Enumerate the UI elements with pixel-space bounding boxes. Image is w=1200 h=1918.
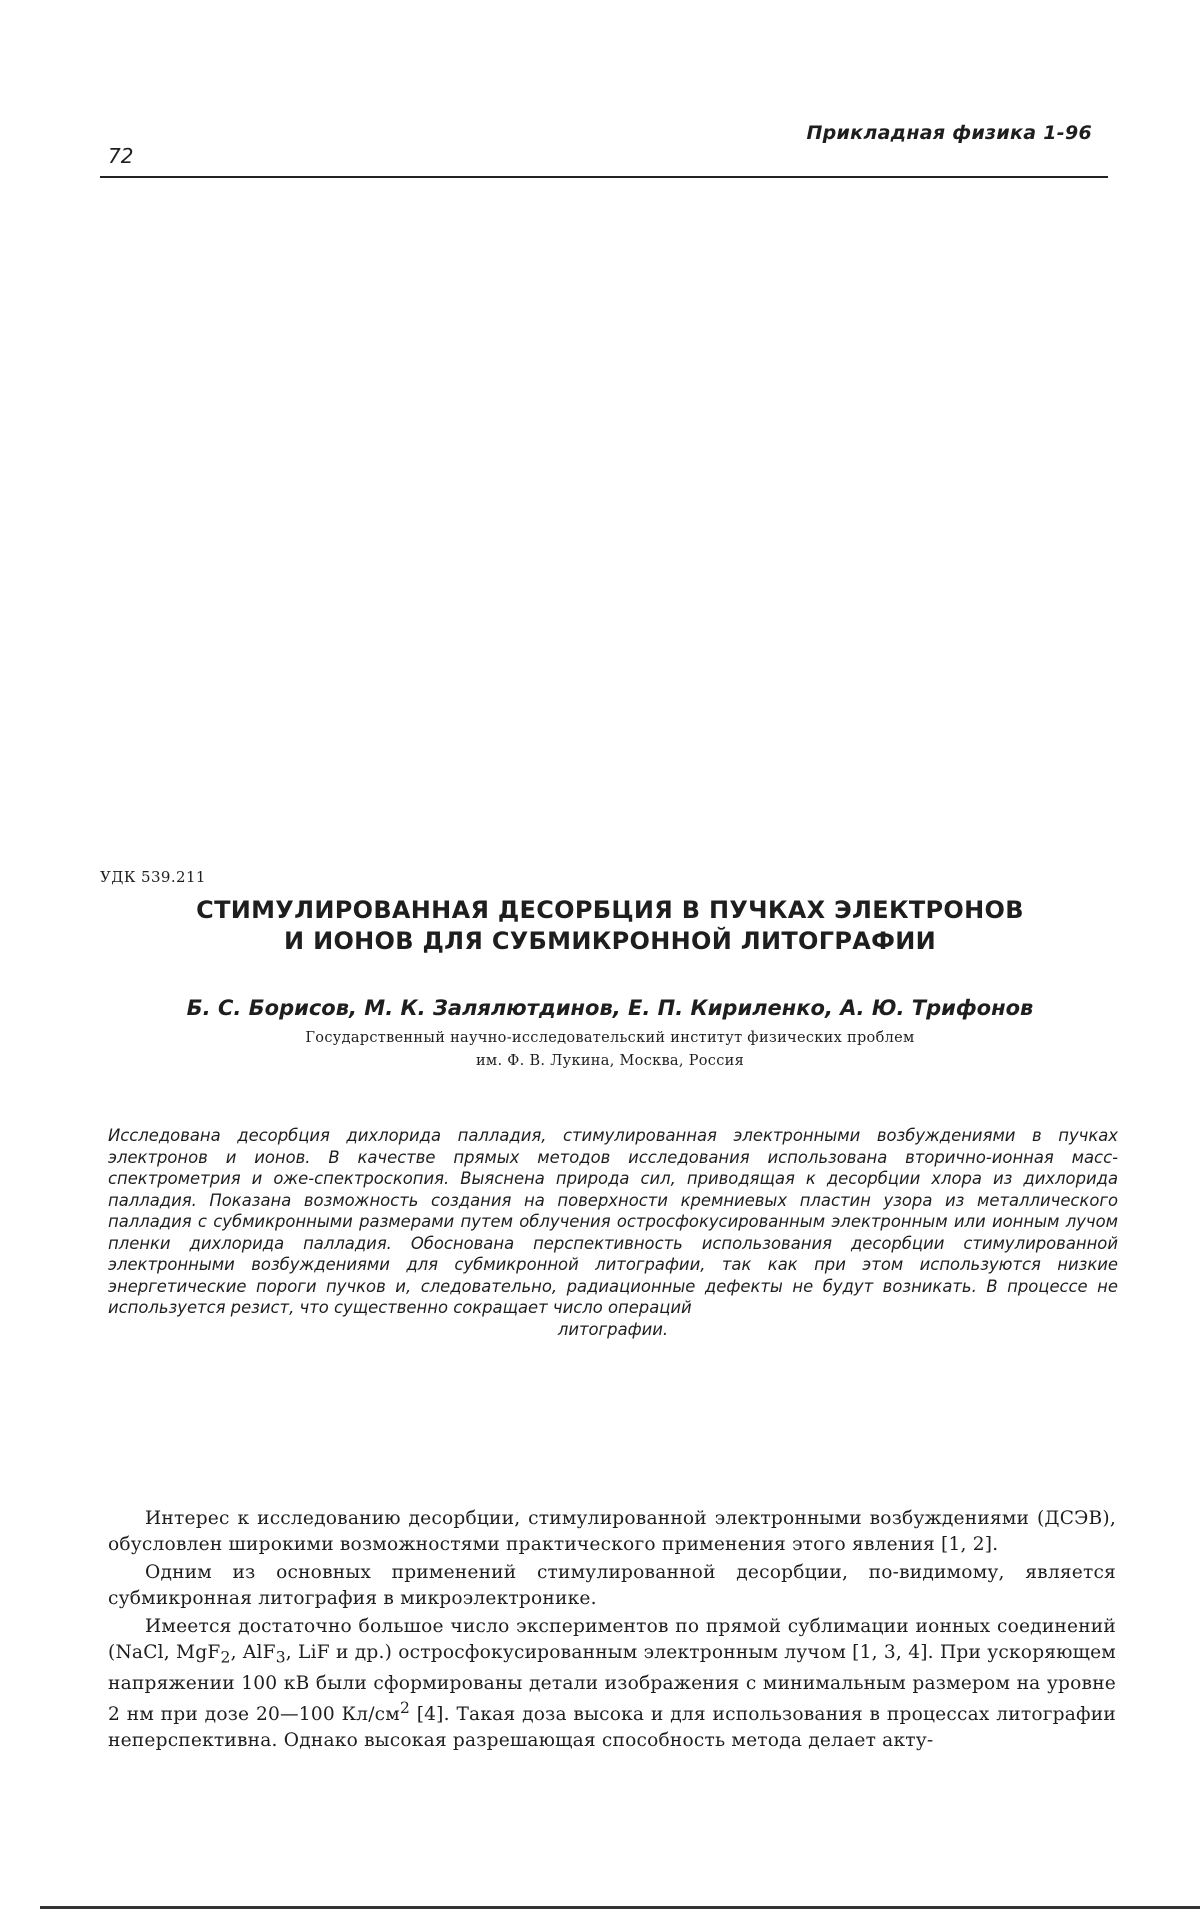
affiliation	[120, 1027, 1100, 1073]
paragraph-3	[108, 1614, 1116, 1753]
paragraph-3-part-a: Имеется достаточно большое число экспериментов по прямой сублимации ионных соединений (NaCl, MgF	[108, 1616, 1116, 1663]
affiliation-line-2: им. Ф. В. Лукина, Москва, Россия	[475, 1053, 745, 1069]
subscript-alf: 3	[275, 1648, 286, 1667]
abstract	[108, 1125, 1118, 1340]
title-line-2: И ИОНОВ ДЛЯ СУБМИКРОННОЙ ЛИТОГРАФИИ	[284, 927, 936, 955]
title-line-1: СТИМУЛИРОВАННАЯ ДЕСОРБЦИЯ В ПУЧКАХ ЭЛЕКТРОНОВ	[196, 896, 1024, 924]
page-number: 72	[108, 144, 134, 168]
subscript-mgf: 2	[220, 1648, 231, 1667]
article-title	[130, 895, 1090, 957]
paragraph-3-part-c: , LiF и др.) остросфокусированным электронным лучом [1, 3, 4]. При ускоряющем напряжении 100 кВ были сформированы детали изображения с минимальным размером на уровне 2 нм при дозе 20—100 Кл/см	[108, 1641, 1116, 1726]
body-text	[108, 1506, 1116, 1756]
udk-code: УДК 539.211	[100, 868, 206, 886]
header-rule	[100, 176, 1108, 178]
paragraph-3-part-d: [4]. Такая доза высока и для использования в процессах литографии неперспективна. Однако высокая разрешающая способность метода делает акту-	[108, 1704, 1116, 1751]
affiliation-line-1: Государственный научно-исследовательский институт физических проблем	[305, 1030, 915, 1046]
abstract-last-line: литографии.	[557, 1319, 669, 1339]
paragraph-2: Одним из основных применений стимулированной десорбции, по-видимому, является субмикронная литография в микроэлектронике.	[108, 1562, 1116, 1609]
superscript-cm: 2	[399, 1699, 410, 1718]
journal-title: Прикладная физика 1-96	[806, 122, 1092, 144]
authors: Б. С. Борисов, М. К. Залялютдинов, Е. П. Кириленко, А. Ю. Трифонов	[186, 996, 1034, 1020]
paragraph-3-part-b: , AlF	[230, 1641, 276, 1663]
paragraph-1: Интерес к исследованию десорбции, стимулированной электронными возбуждениями (ДСЭВ), обусловлен широкими возможностями практического применения этого явления [1, 2].	[108, 1508, 1116, 1555]
abstract-text: Исследована десорбция дихлорида палладия, стимулированная электронными возбуждениями в пучках электронов и ионов. В качестве прямых методов исследования использована вторично-ионная масс-спектрометрия и оже-спектроскопия. Выяснена природа сил, приводящая к десорбции хлора из дихлорида палладия. Показана возможность создания на поверхности кремниевых пластин узора из металлического палладия с субмикронными размерами путем облучения остросфокусированным электронным или ионным лучом пленки дихлорида палладия. Обоснована перспективность использования десорбции стимулированной электронными возбуждениями для субмикронной литографии, так как при этом используются низкие энергетические пороги пучков и, следовательно, радиационные дефекты не будут возникать. В процессе не используется резист, что существенно сокращает число операций	[108, 1126, 1118, 1317]
bottom-rule	[40, 1906, 1200, 1909]
